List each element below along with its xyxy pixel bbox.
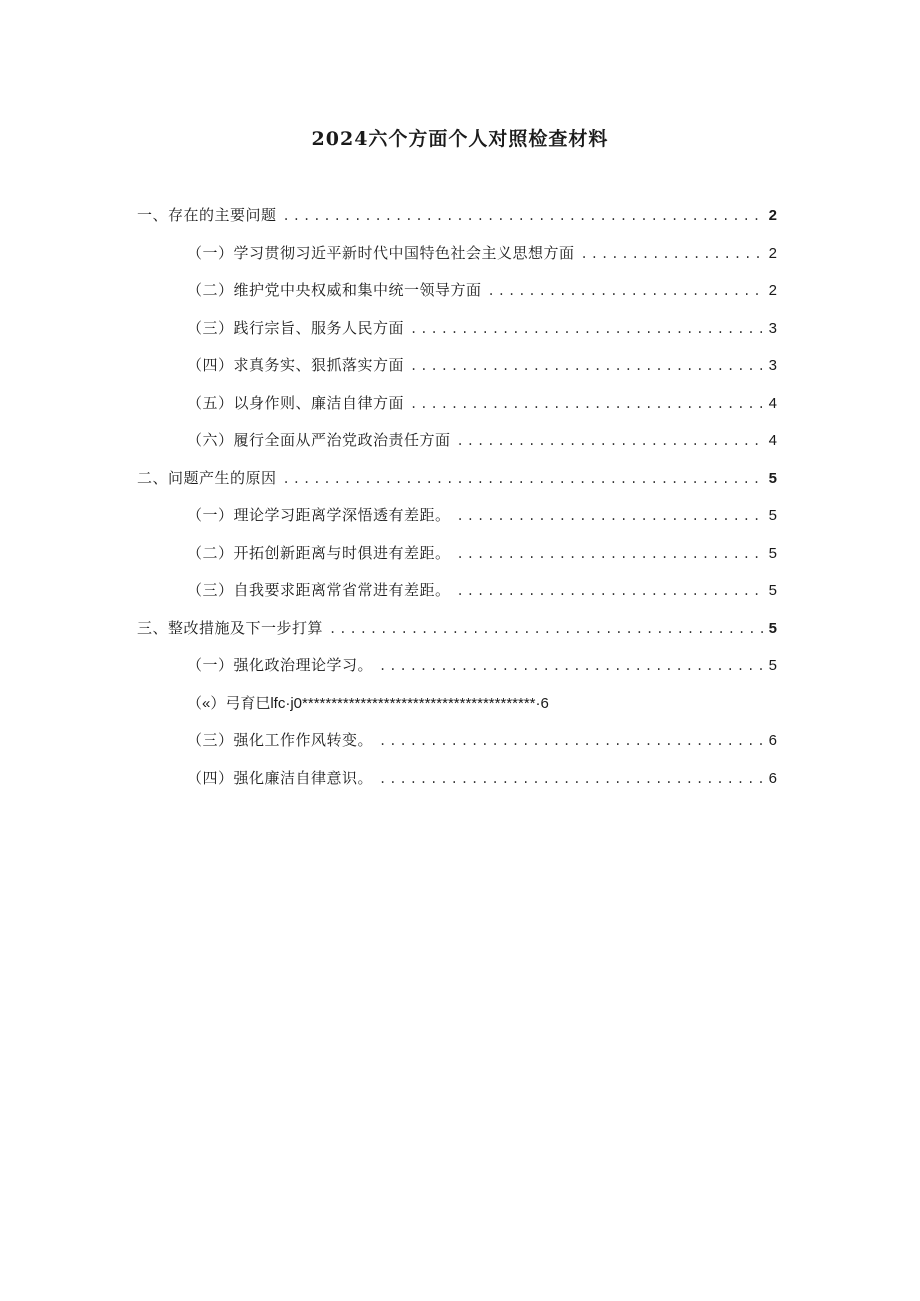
toc-dot-leader	[410, 397, 765, 411]
toc-entry[interactable]	[137, 504, 777, 542]
toc-entry[interactable]	[137, 729, 777, 767]
toc-dot-leader	[488, 284, 765, 298]
toc-dot-leader	[410, 322, 765, 336]
document-title: 2024六个方面个人对照检查材料	[311, 128, 609, 150]
toc-page-number: 2	[768, 207, 777, 224]
toc-page-number: 5	[768, 469, 777, 487]
toc-entry[interactable]	[137, 317, 777, 355]
toc-entry[interactable]	[137, 429, 777, 467]
toc-page-number: 5	[768, 582, 777, 599]
toc-dot-leader	[283, 209, 765, 223]
toc-dot-leader	[581, 247, 765, 261]
toc-page-number: 5	[768, 657, 777, 674]
toc-entry-label: （三）自我要求距离常省常进有差距。	[187, 581, 451, 599]
toc-page-number: 5	[768, 544, 777, 562]
toc-entry-label: （一）学习贯彻习近平新时代中国特色社会主义思想方面	[187, 243, 575, 262]
toc-entry[interactable]	[137, 392, 777, 430]
toc-page-number: 5	[768, 507, 777, 524]
toc-entry-label: 三、整改措施及下一步打算	[137, 618, 324, 637]
toc-entry-label: （一）理论学习距离学深悟透有差距。	[187, 506, 451, 524]
toc-entry[interactable]	[137, 467, 777, 505]
toc-page-number: 4	[768, 432, 777, 449]
toc-entry-label: （一）强化政治理论学习。	[187, 656, 374, 674]
toc-entry-label: （«）弓育巳lfc·j0****************************************·6	[187, 694, 549, 712]
toc-entry[interactable]	[137, 354, 777, 392]
toc-entry-label: （四）求真务实、狠抓落实方面	[187, 356, 405, 374]
toc-page-number: 3	[768, 319, 777, 337]
toc-entry[interactable]	[137, 204, 777, 242]
toc-entry-label: （二）开拓创新距离与时俱进有差距。	[187, 543, 451, 562]
toc-entry[interactable]	[137, 579, 777, 617]
toc-page-number: 2	[768, 282, 777, 299]
toc-entry-label: （四）强化廉洁自律意识。	[187, 768, 374, 787]
toc-page-number: 5	[768, 619, 777, 637]
toc-page-number: 4	[768, 394, 777, 412]
toc-dot-leader	[457, 434, 765, 448]
toc-entry-label: （六）履行全面从严治党政治责任方面	[187, 431, 451, 449]
toc-entry-label: （三）践行宗旨、服务人民方面	[187, 318, 405, 337]
table-of-contents	[137, 204, 777, 804]
toc-entry[interactable]	[137, 692, 777, 730]
toc-entry-label: 一、存在的主要问题	[137, 206, 277, 224]
toc-dot-leader	[379, 772, 765, 786]
toc-entry[interactable]	[137, 617, 777, 655]
toc-entry[interactable]	[137, 242, 777, 280]
toc-page-number: 6	[768, 732, 777, 749]
toc-dot-leader	[457, 509, 765, 523]
toc-dot-leader	[379, 734, 765, 748]
toc-page-number: 3	[768, 357, 777, 374]
toc-page-number: 6	[768, 769, 777, 787]
toc-entry[interactable]	[137, 654, 777, 692]
toc-page-number: 2	[768, 244, 777, 262]
toc-entry[interactable]	[137, 279, 777, 317]
toc-entry-label: （二）维护党中央权威和集中统一领导方面	[187, 281, 482, 299]
toc-dot-leader	[457, 584, 765, 598]
toc-dot-leader	[329, 622, 765, 636]
toc-dot-leader	[457, 547, 765, 561]
toc-entry-label: （三）强化工作作风转变。	[187, 731, 374, 749]
toc-entry[interactable]	[137, 767, 777, 805]
toc-entry[interactable]	[137, 542, 777, 580]
toc-dot-leader	[410, 359, 765, 373]
toc-dot-leader	[379, 659, 765, 673]
toc-entry-label: 二、问题产生的原因	[137, 468, 277, 487]
toc-entry-label: （五）以身作则、廉洁自律方面	[187, 393, 405, 412]
toc-dot-leader	[283, 472, 765, 486]
